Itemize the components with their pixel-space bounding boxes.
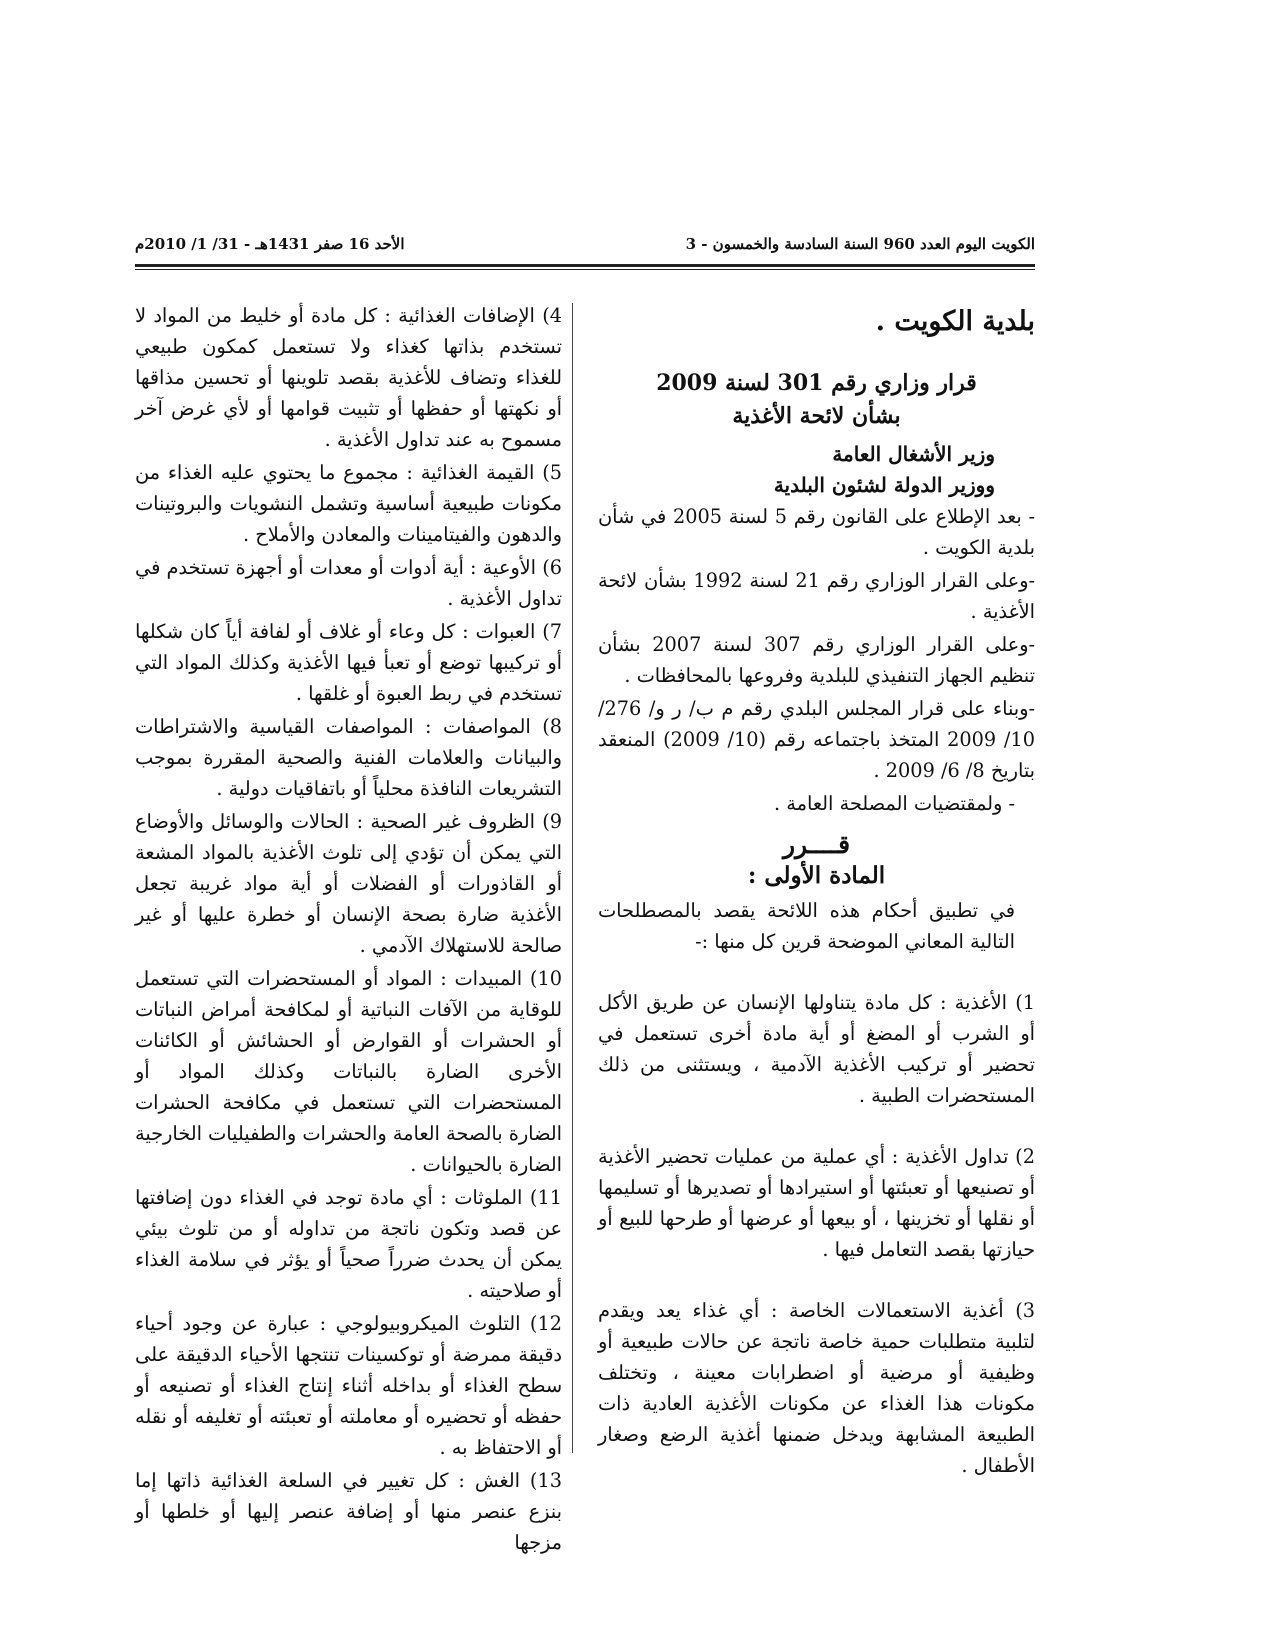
definition-item: 13) الغش : كل تغيير في السلعة الغذائية ذاتها إما بنزع عنصر منها أو إضافة عنصر إليها أو خلطها أو مزجها xyxy=(135,1469,562,1554)
decision-title-line1: قرار وزاري رقم 301 لسنة 2009 xyxy=(656,370,977,396)
organization-heading: بلدية الكويت . xyxy=(875,306,1035,337)
definition-item: 1) الأغذية : كل مادة يتناولها الإنسان عن طريق الأكل أو الشرب أو المضغ أو أية مادة أخرى تستعمل في تحضير أو تركيب الأغذية الآدمية ، ويستثنى من ذلك المستحضرات الطبية . xyxy=(598,991,1035,1107)
column-divider xyxy=(572,303,573,1453)
definition-item: 9) الظروف غير الصحية : الحالات والوسائل والأوضاع التي يمكن أن تؤدي إلى تلوث الأغذية بالمواد المشعة أو القاذورات أو الفضلات أو أية مواد غريبة تجعل الأغذية ضارة بصحة الإنسان أو خطرة عليها أو غير صالحة للاستهلاك الآدمي . xyxy=(135,810,562,957)
definition-item: 10) المبيدات : المواد أو المستحضرات التي تستعمل للوقاية من الآفات النباتية أو لمكافحة أمراض النباتات أو الحشرات أو القوارض أو الحشائش أو الكائنات الأخرى الضارة بالنباتات وكذلك المواد أو المستحضرات التي تستعمل في مكافحة الحشرات الضارة بالصحة العامة والحشرات والطفيليات الخارجية الضارة بالحيوانات . xyxy=(134,967,562,1176)
definition-item: 2) تداول الأغذية : أي عملية من عمليات تحضير الأغذية أو تصنيعها أو تعبئتها أو استيرادها أو تصديرها أو تسليمها أو نقلها أو تخزينها ، أو بيعها أو عرضها أو طرحها للبيع أو حيازتها بقصد التعامل فيها . xyxy=(598,1145,1035,1261)
preamble-item: -وبناء على قرار المجلس البلدي رقم م ب/ ر و/ 276/ 10/ 2009 المتخذ باجتماعه رقم (10/ 2009) المنعقد بتاريخ 8/ 6/ 2009 . xyxy=(598,697,1035,782)
header-rule xyxy=(135,264,1035,267)
definition-item: 4) الإضافات الغذائية : كل مادة أو خليط من المواد لا تستخدم بذاتها كغذاء ولا تستعمل كمكون طبيعي للغذاء وتضاف للأغذية بقصد تلوينها أو تحسين مذاقها أو نكهتها أو حفظها أو تثبيت قوامها أو لأي غرض آخر مسموح به عند تداول الأغذية . xyxy=(135,304,562,451)
page-header xyxy=(135,228,1035,260)
header-rule-thin xyxy=(135,269,1035,270)
header-issue-info: الكويت اليوم العدد 960 السنة السادسة والخمسون - 3 xyxy=(685,235,1035,253)
right-column xyxy=(598,300,1035,1483)
preamble-item: - ولمقتضيات المصلحة العامة . xyxy=(774,792,1015,815)
preamble-item: -وعلى القرار الوزاري رقم 21 لسنة 1992 بشأن لائحة الأغذية . xyxy=(598,569,1035,623)
definition-item: 5) القيمة الغذائية : مجموع ما يحتوي عليه الغذاء من مكونات طبيعية أساسية وتشمل النشويات والبروتينات والدهون والفيتامينات والمعادن والأملاح . xyxy=(135,461,562,546)
minister-role-2: ووزير الدولة لشئون البلدية xyxy=(773,473,995,497)
preamble-item: - بعد الإطلاع على القانون رقم 5 لسنة 2005 في شأن بلدية الكويت . xyxy=(598,505,1035,559)
left-column xyxy=(135,300,562,1560)
minister-role-1: وزير الأشغال العامة xyxy=(832,442,995,466)
preamble-item: -وعلى القرار الوزاري رقم 307 لسنة 2007 بشأن تنظيم الجهاز التنفيذي للبلدية وفروعها بالمحافظات . xyxy=(598,633,1036,687)
definition-item: 12) التلوث الميكروبيولوجي : عبارة عن وجود أحياء دقيقة ممرضة أو توكسينات تنتجها الأحياء الدقيقة على سطح الغذاء أو بداخله أثناء إنتاج الغذاء أو تصنيعه أو حفظه أو تحضيره أو معاملته أو تعبئته أو تغليفه أو نقله أو الاحتفاظ به . xyxy=(135,1312,562,1459)
definition-item: 6) الأوعية : أية أدوات أو معدات أو أجهزة تستخدم في تداول الأغذية . xyxy=(135,556,562,610)
definition-item: 8) المواصفات : المواصفات القياسية والاشتراطات والبيانات والعلامات الفنية والصحية المقررة بموجب التشريعات النافذة محلياً أو باتفاقيات دولية . xyxy=(135,715,562,800)
decided-heading: قــــرر xyxy=(782,830,851,859)
definition-item: 11) الملوثات : أي مادة توجد في الغذاء دون إضافتها عن قصد وتكون ناتجة من تداوله أو من تلوث بيئي يمكن أن يحدث ضرراً صحياً أو يؤثر في سلامة الغذاء أو صلاحيته . xyxy=(135,1186,562,1302)
article-intro: في تطبيق أحكام هذه اللائحة يقصد بالمصطلحات التالية المعاني الموضحة قرين كل منها :- xyxy=(598,899,1015,953)
article-title: المادة الأولى : xyxy=(747,862,886,889)
header-date: الأحد 16 صفر 1431هـ - 31/ 1/ 2010م xyxy=(135,235,405,253)
definition-item: 7) العبوات : كل وعاء أو غلاف أو لفافة أياً كان شكلها أو تركيبها توضع أو تعبأ فيها الأغذية وكذلك المواد التي تستخدم في ربط العبوة أو غلقها . xyxy=(135,620,562,705)
definition-item: 3) أغذية الاستعمالات الخاصة : أي غذاء يعد ويقدم لتلبية متطلبات حمية خاصة ناتجة عن حالات طبيعية أو وظيفية أو مرضية أو اضطرابات معينة ، وتختلف مكونات هذا الغذاء عن مكونات الأغذية العادية ذات الطبيعة المشابهة ويدخل ضمنها أغذية الرضع وصغار الأطفال . xyxy=(598,1299,1035,1477)
decision-title-line2: بشأن لائحة الأغذية xyxy=(732,403,901,429)
